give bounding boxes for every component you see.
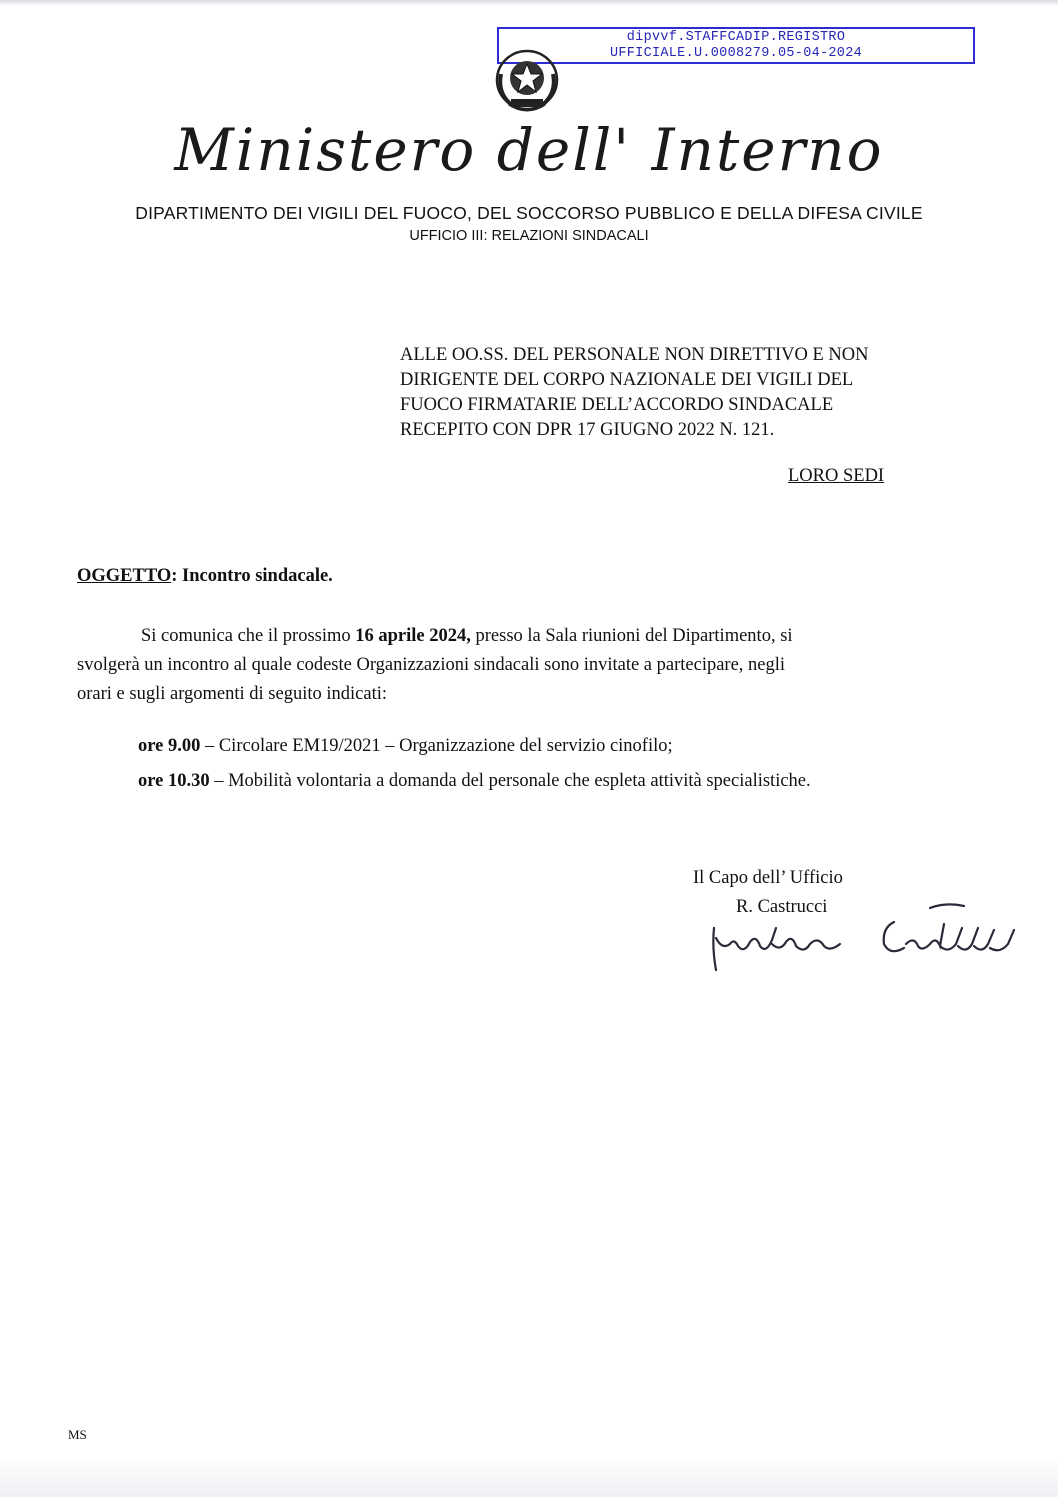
loro-sedi: LORO SEDI (788, 466, 885, 486)
body-line-1-start: Si comunica che il prossimo (141, 626, 356, 646)
italian-republic-emblem-icon (487, 44, 567, 116)
handwritten-signature (700, 888, 1040, 978)
agenda-item-1 (138, 736, 673, 757)
ministry-title: Ministero dell' Interno (174, 116, 884, 184)
author-initials: MS (68, 1427, 87, 1442)
agenda-time-1: ore 9.00 (138, 736, 201, 756)
recipients-line-1: ALLE OO.SS. DEL PERSONALE NON DIRETTIVO E NON (400, 345, 869, 365)
agenda-time-2: ore 10.30 (138, 771, 210, 791)
body-line-2: svolgerà un incontro al quale codeste Organizzazioni sindacali sono invitate a partecipare, negli (77, 655, 786, 675)
agenda-item-2 (138, 771, 811, 792)
protocol-line-2: UFFICIALE.U.0008279.05-04-2024 (609, 46, 863, 61)
subject-text: Incontro sindacale. (177, 566, 333, 586)
protocol-stamp (497, 27, 975, 64)
body-line-1-end: presso la Sala riunioni del Dipartimento, si (470, 626, 793, 646)
meeting-date: 16 aprile 2024, (355, 626, 471, 646)
department-name: DIPARTIMENTO DEI VIGILI DEL FUOCO, DEL SOCCORSO PUBBLICO E DELLA DIFESA CIVILE (135, 203, 923, 223)
recipients-line-4: RECEPITO CON DPR 17 GIUGNO 2022 N. 121. (400, 420, 775, 440)
recipients-line-2: DIRIGENTE DEL CORPO NAZIONALE DEI VIGILI DEL (400, 370, 854, 390)
recipients-line-3: FUOCO FIRMATARIE DELL’ACCORDO SINDACALE (400, 395, 834, 415)
protocol-line-1: dipvvf.STAFFCADIP.REGISTRO (626, 30, 846, 45)
subject-line (77, 566, 333, 587)
scan-bottom-edge (0, 1457, 1058, 1497)
body-line-1 (77, 622, 943, 651)
agenda-text-2: – Mobilità volontaria a domanda del personale che espleta attività specialistiche. (209, 771, 811, 791)
scan-top-edge (0, 0, 1058, 6)
subject-colon: : (171, 566, 178, 586)
signatory-role: Il Capo dell’ Ufficio (693, 868, 843, 888)
body-paragraph (77, 622, 943, 709)
office-name: UFFICIO III: RELAZIONI SINDACALI (409, 228, 649, 244)
agenda-text-1: – Circolare EM19/2021 – Organizzazione del servizio cinofilo; (200, 736, 673, 756)
subject-label: OGGETTO (77, 566, 172, 586)
body-line-3: orari e sugli argomenti di seguito indicati: (77, 684, 387, 704)
recipients-block (400, 343, 980, 443)
signatory-name: R. Castrucci (736, 897, 828, 917)
